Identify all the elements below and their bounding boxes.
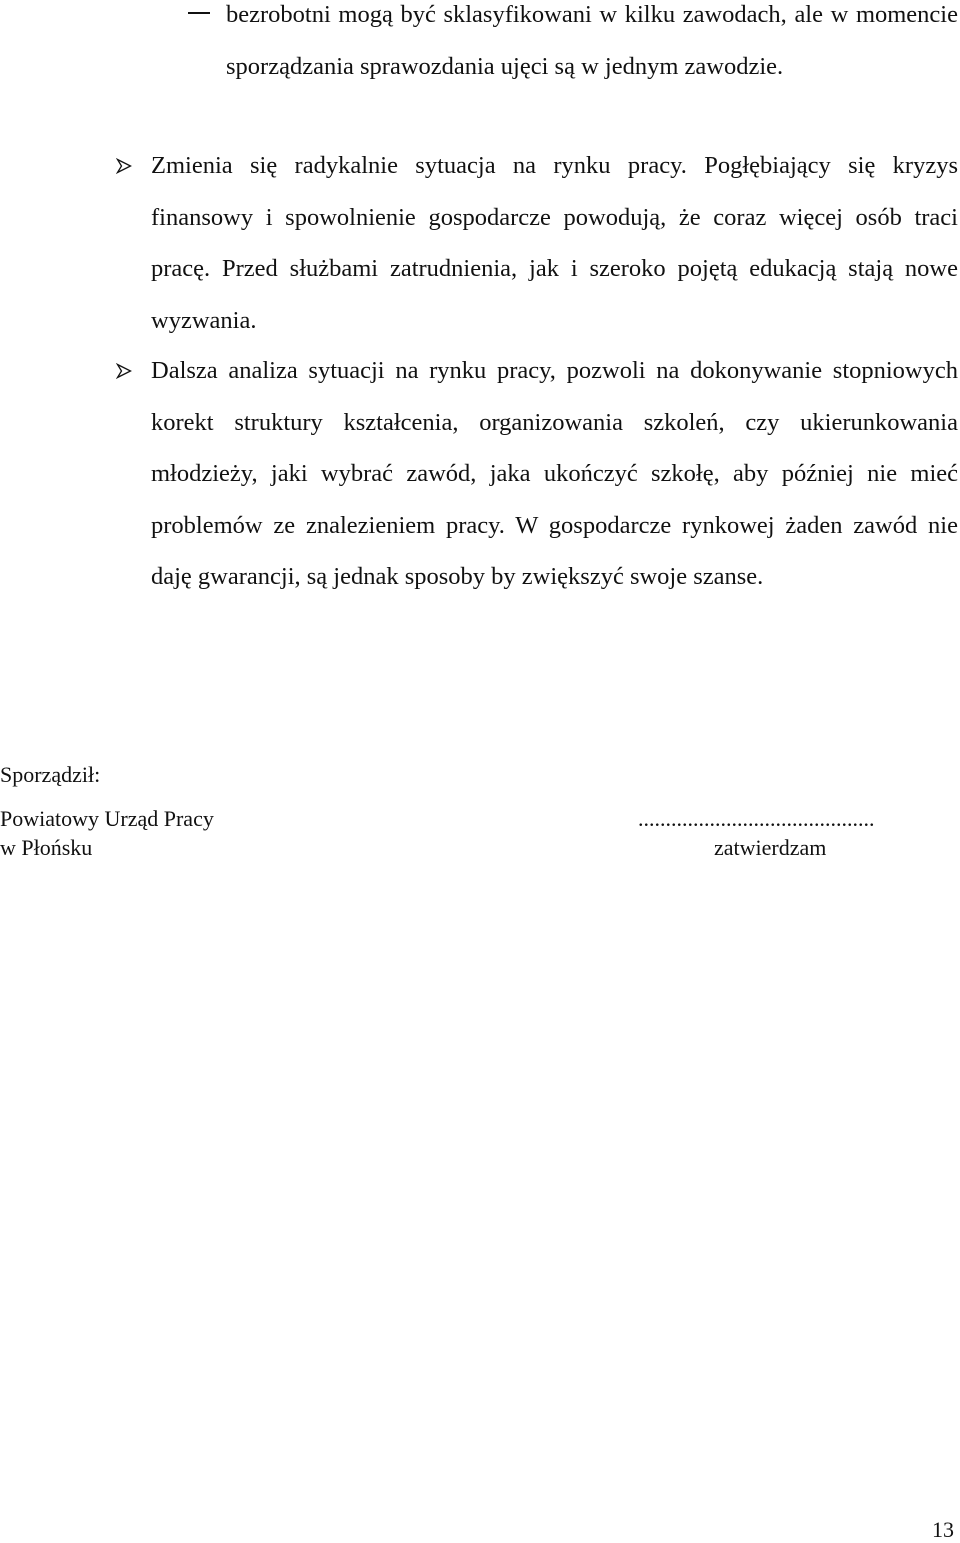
office-location: w Płońsku bbox=[0, 835, 93, 860]
signature-line: ........................................... bbox=[638, 806, 875, 831]
dash-item-text: bezrobotni mogą być sklasyfikowani w kilku zawodach, ale w momencie sporządzania sprawozdania ujęci są w jednym zawodzie. bbox=[226, 1, 958, 80]
bullet-paragraph bbox=[151, 140, 958, 346]
bullet-paragraph-text: Zmienia się radykalnie sytuacja na rynku pracy. Pogłębiający się kryzys finansowy i spowolnienie gospodarcze powodują, że coraz więcej osób traci pracę. Przed służbami zatrudnienia, jak i szeroko pojętą edukacją stają nowe wyzwania. bbox=[151, 152, 958, 334]
prepared-by-label: Sporządził: bbox=[0, 762, 101, 787]
approval-label: zatwierdzam bbox=[714, 835, 827, 860]
bullet-paragraph-text: Dalsza analiza sytuacji na rynku pracy, pozwoli na dokonywanie stopniowych korekt struktury kształcenia, organizowania szkoleń, czy ukierunkowania młodzieży, jaki wybrać zawód, jaka ukończyć szkołę, aby później nie mieć problemów ze znalezieniem pracy. W gospodarcze rynkowej żaden zawód nie daję gwarancji, są jednak sposoby by zwiększyć swoje szanse. bbox=[151, 357, 958, 590]
dash-list-item bbox=[226, 0, 958, 92]
arrowhead-bullet-icon bbox=[116, 363, 132, 379]
arrowhead-bullet-icon bbox=[116, 158, 132, 174]
dash-marker bbox=[188, 12, 210, 14]
page-number: 13 bbox=[932, 1517, 954, 1542]
office-name: Powiatowy Urząd Pracy bbox=[0, 806, 214, 831]
bullet-paragraph bbox=[151, 345, 958, 603]
